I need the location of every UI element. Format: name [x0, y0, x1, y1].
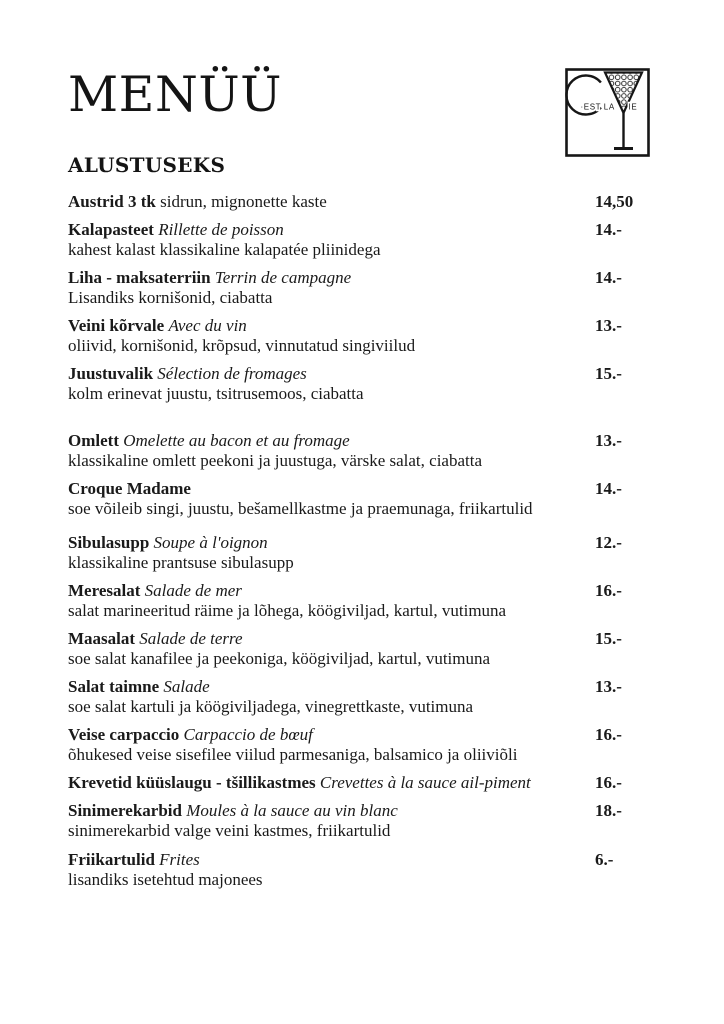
item-description: õhukesed veise sisefilee viilud parmesaniga, balsamico ja oliiviõli — [68, 745, 518, 764]
item-title — [68, 532, 658, 553]
item-description: salat marineeritud räime ja lõhega, köögiviljad, kartul, vutimuna — [68, 601, 507, 620]
page-title: MENÜÜ — [68, 66, 282, 123]
item-name: Liha - maksaterriin — [68, 268, 211, 287]
item-name: Kalapasteet — [68, 220, 154, 239]
item-description: kahest kalast klassikaline kalapatée pliinidega — [68, 240, 381, 259]
item-description: soe salat kartuli ja köögiviljadega, vinegrettkaste, vutimuna — [68, 697, 474, 716]
item-title — [68, 772, 658, 793]
item-price: 15.- — [595, 629, 622, 648]
item-name: Veini kõrvale — [68, 316, 165, 335]
item-price: 15.- — [595, 364, 622, 383]
item-price: 6.- — [595, 850, 614, 869]
logo-text-left: ·EST LA — [580, 102, 615, 112]
item-title — [68, 219, 658, 240]
item-title — [68, 580, 658, 601]
item-price: 13.- — [595, 677, 622, 696]
item-description: sinimerekarbid valge veini kastmes, friikartulid — [68, 821, 391, 840]
item-description: klassikaline prantsuse sibulasupp — [68, 553, 294, 572]
logo-text-right: IE — [628, 102, 638, 112]
item-title — [68, 363, 658, 384]
item-name: Sinimerekarbid — [68, 801, 182, 820]
menu-item — [68, 849, 658, 890]
menu-item-list — [68, 191, 658, 890]
item-description: oliivid, kornišonid, krõpsud, vinnutatud singiviilud — [68, 336, 416, 355]
item-subtitle: Salade de mer — [144, 581, 242, 600]
item-name: Salat taimne — [68, 677, 160, 696]
item-subtitle: Rillette de poisson — [158, 220, 284, 239]
item-subtitle: Frites — [159, 850, 200, 869]
item-price: 16.- — [595, 581, 622, 600]
item-title — [68, 267, 658, 288]
item-name: Meresalat — [68, 581, 141, 600]
item-title — [68, 628, 658, 649]
item-title — [68, 315, 658, 336]
item-description: soe võileib singi, juustu, bešamellkastme ja praemunaga, friikartulid — [68, 499, 533, 518]
item-description: lisandiks isetehtud majonees — [68, 870, 263, 889]
item-subtitle: Crevettes à la sauce ail-piment — [319, 773, 531, 792]
item-title — [68, 478, 658, 499]
item-price: 14.- — [595, 268, 622, 287]
item-note: sidrun, mignonette kaste — [160, 192, 327, 211]
item-subtitle: Soupe à l'oignon — [153, 533, 268, 552]
item-name: Maasalat — [68, 629, 136, 648]
item-name: Juustuvalik — [68, 364, 154, 383]
item-title — [68, 724, 658, 745]
item-name: Omlett — [68, 431, 119, 450]
item-subtitle: Terrin de campagne — [214, 268, 352, 287]
item-price: 16.- — [595, 725, 622, 744]
item-price: 12.- — [595, 533, 622, 552]
menu-item — [68, 219, 658, 260]
menu-content — [68, 0, 658, 897]
menu-item — [68, 267, 658, 308]
item-title — [68, 800, 658, 821]
menu-item — [68, 772, 658, 793]
menu-item — [68, 580, 658, 621]
menu-item — [68, 315, 658, 356]
item-price: 13.- — [595, 431, 622, 450]
item-title — [68, 676, 658, 697]
menu-item — [68, 800, 658, 841]
item-description: kolm erinevat juustu, tsitrusemoos, ciabatta — [68, 384, 364, 403]
item-description: Lisandiks kornišonid, ciabatta — [68, 288, 273, 307]
item-description: soe salat kanafilee ja peekoniga, köögiviljad, kartul, vutimuna — [68, 649, 491, 668]
item-name: Croque Madame — [68, 479, 191, 498]
item-subtitle: Omelette au bacon et au fromage — [123, 431, 350, 450]
item-name: Sibulasupp — [68, 533, 150, 552]
item-name: Friikartulid — [68, 850, 155, 869]
item-name: Krevetid küüslaugu - tšillikastmes — [68, 773, 316, 792]
item-name: Veise carpaccio — [68, 725, 180, 744]
item-price: 16.- — [595, 773, 622, 792]
item-price: 14,50 — [595, 192, 634, 211]
item-price: 14.- — [595, 220, 622, 239]
item-description: klassikaline omlett peekoni ja juustuga, värske salat, ciabatta — [68, 451, 483, 470]
menu-item — [68, 628, 658, 669]
section-header-alustuseks: ALUSTUSEKS — [68, 153, 226, 177]
item-title — [68, 430, 658, 451]
menu-item — [68, 430, 658, 471]
item-title — [68, 849, 658, 870]
item-name: Austrid 3 tk — [68, 192, 156, 211]
menu-item — [68, 191, 658, 212]
menu-item — [68, 478, 658, 519]
menu-item — [68, 363, 658, 404]
menu-item — [68, 724, 658, 765]
item-subtitle: Avec du vin — [168, 316, 247, 335]
item-subtitle: Salade — [163, 677, 210, 696]
item-subtitle: Carpaccio de bœuf — [183, 725, 313, 744]
item-title — [68, 191, 658, 212]
menu-item — [68, 676, 658, 717]
item-price: 13.- — [595, 316, 622, 335]
item-subtitle: Salade de terre — [139, 629, 243, 648]
item-subtitle: Moules à la sauce au vin blanc — [186, 801, 398, 820]
item-price: 18.- — [595, 801, 622, 820]
item-subtitle: Sélection de fromages — [157, 364, 307, 383]
item-price: 14.- — [595, 479, 622, 498]
menu-item — [68, 532, 658, 573]
